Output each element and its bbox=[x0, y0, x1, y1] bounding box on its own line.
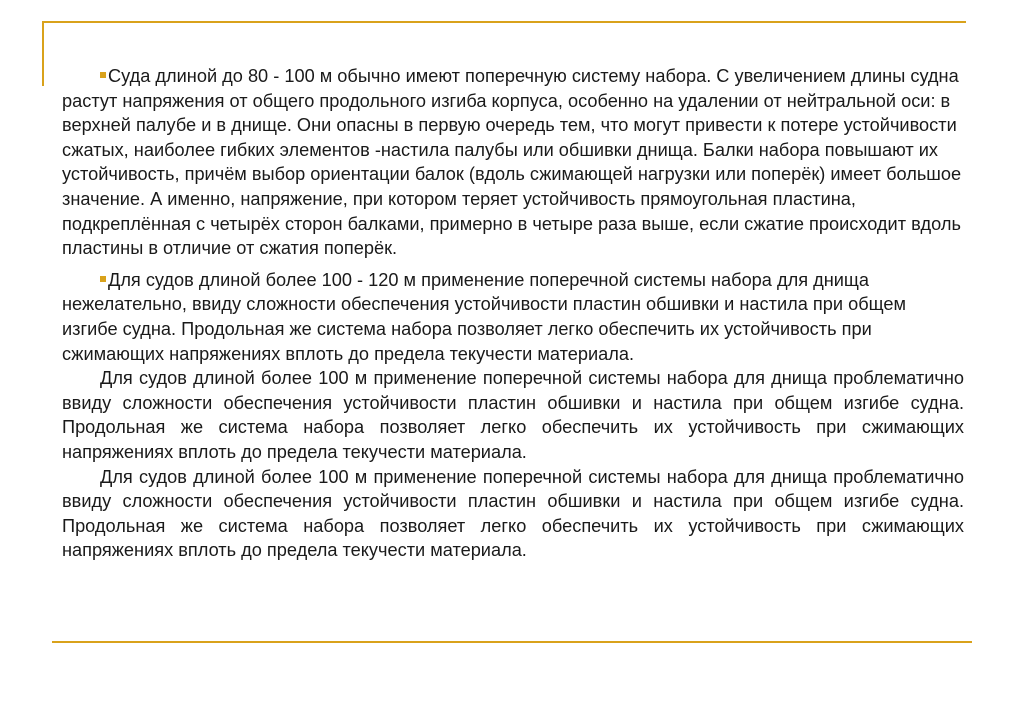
slide-frame-left-line bbox=[42, 21, 44, 86]
bullet-paragraph-2-text: Для судов длиной более 100 - 120 м применение поперечной системы набора для днища нежелательно, ввиду сложности обеспечения устойчивости пластин обшивки и настила при общем изгибе судна. Продольная же система набора позволяет легко обеспечить их устойчивость при сжимающих напряжениях вплоть до предела текучести материала. bbox=[62, 269, 906, 364]
body-paragraph-4: Для судов длиной более 100 м применение поперечной системы набора для днища проблематично ввиду сложности обеспечения устойчивости пластин обшивки и настила при общем изгибе судна. Продольная же система набора позволяет легко обеспечить их устойчивость при сжимающих напряжениях вплоть до предела текучести материала. bbox=[62, 466, 964, 561]
slide-frame-top-line bbox=[42, 21, 966, 23]
body-paragraph-3: Для судов длиной более 100 м применение поперечной системы набора для днища проблематично ввиду сложности обеспечения устойчивости пластин обшивки и настила при общем изгибе судна. Продольная же система набора позволяет легко обеспечить их устойчивость при сжимающих напряжениях вплоть до предела текучести материала. bbox=[62, 368, 964, 462]
slide-frame-bottom-line bbox=[52, 641, 972, 643]
bullet-paragraph-1-text: Суда длиной до 80 - 100 м обычно имеют поперечную систему набора. С увеличением длины судна растут напряжения от общего продольного изгиба корпуса, особенно на удалении от нейтральной оси: в верхней палубе и в днище. Они опасны в первую очередь тем, что могут привести к потере устойчивости сжатых, наиболее гибких элементов -настила палубы или обшивки днища. Балки набора повышают их устойчивость, причём выбор ориентации балок (вдоль сжимающей нагрузки или поперёк) имеет большое значение. А именно, напряжение, при котором теряет устойчивость прямоугольная пластина, подкреплённая с четырёх сторон балками, примерно в четыре раза выше, если сжатие происходит вдоль пластины в отличие от сжатия поперёк. bbox=[62, 66, 962, 259]
bullet-paragraph-1 bbox=[62, 64, 964, 261]
slide-body-text bbox=[62, 64, 964, 563]
bullet-paragraph-2 bbox=[62, 268, 964, 366]
square-bullet-icon bbox=[100, 276, 106, 282]
square-bullet-icon bbox=[100, 72, 106, 78]
